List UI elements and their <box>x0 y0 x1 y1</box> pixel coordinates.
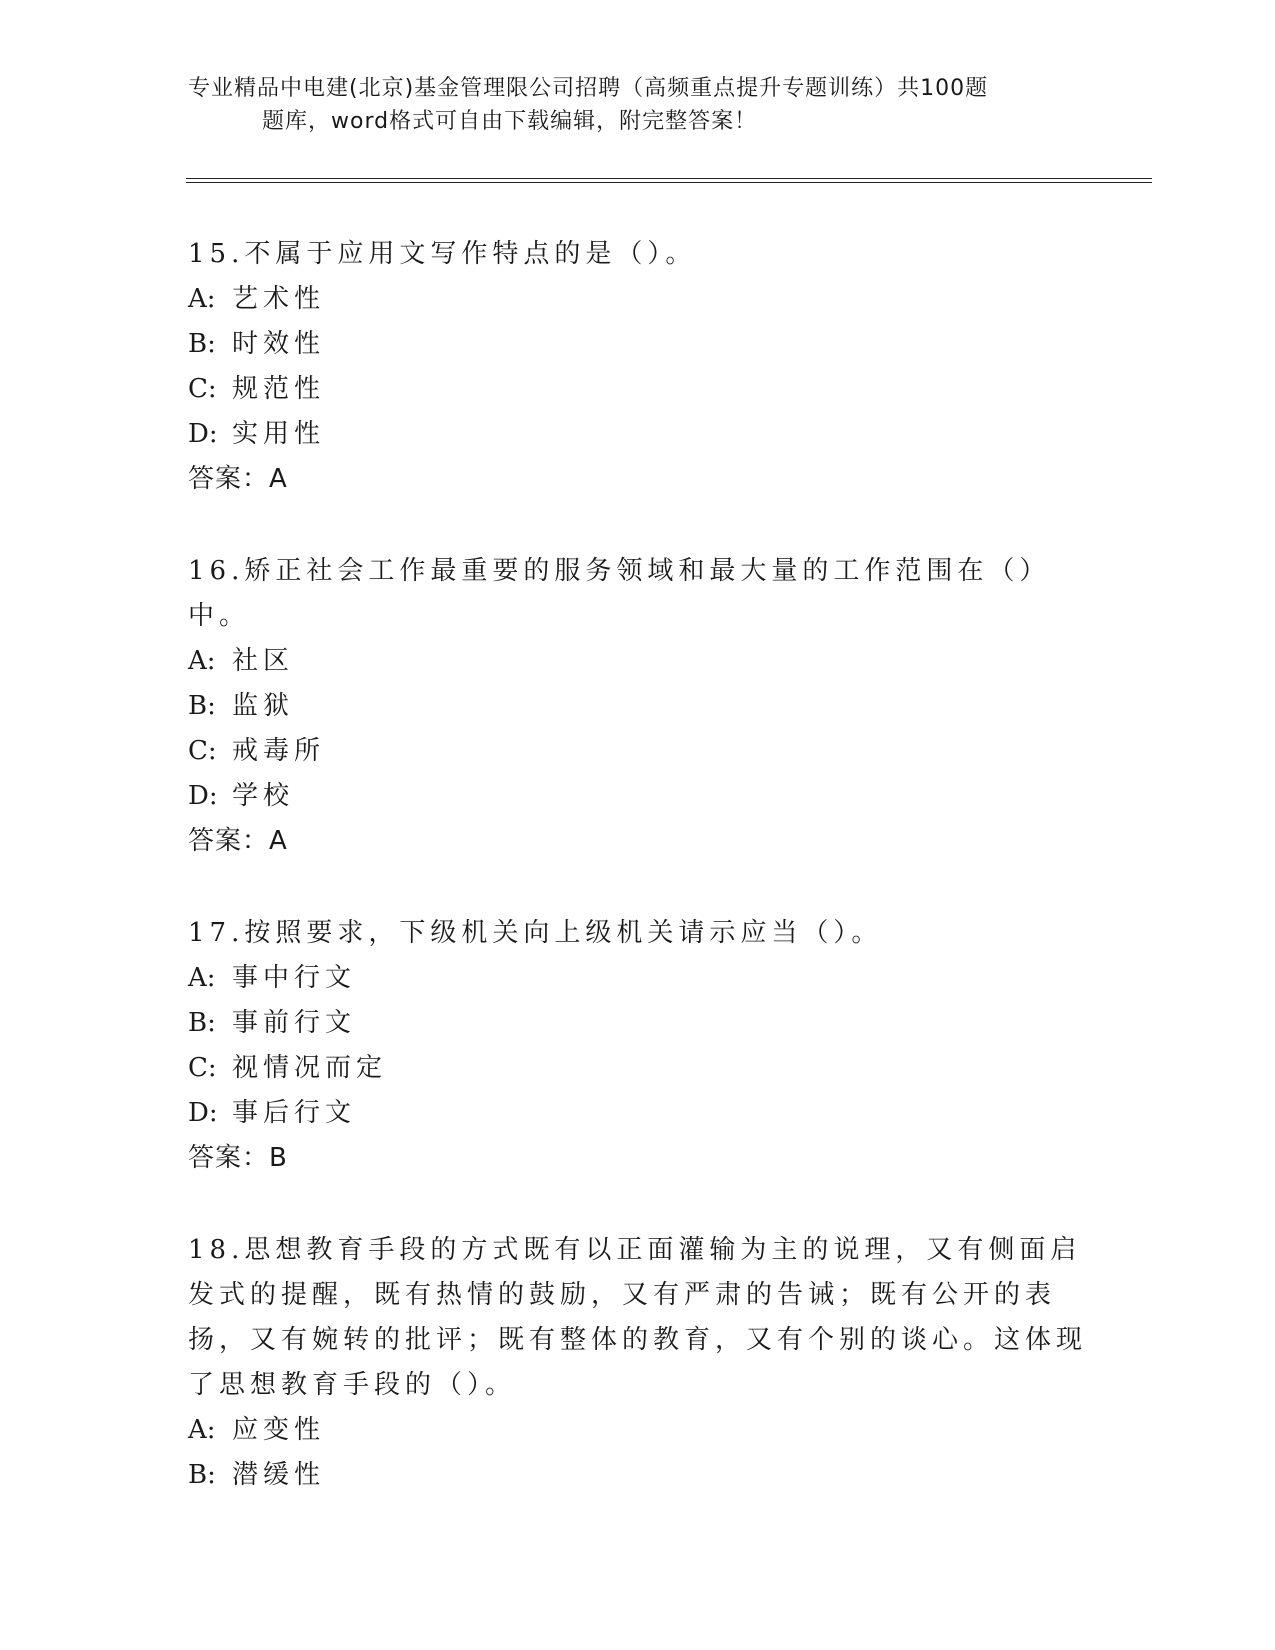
header-title-line1: 专业精品中电建(北京)基金管理限公司招聘（高频重点提升专题训练）共100题 <box>188 76 989 101</box>
header-title-line2: 题库，word格式可自由下载编辑，附完整答案！ <box>262 109 758 134</box>
option-key: B: <box>188 1460 216 1490</box>
question-15 <box>188 232 1088 502</box>
option-text: 监狱 <box>232 691 295 721</box>
option-d <box>188 412 1088 457</box>
question-18 <box>188 1228 1088 1498</box>
option-key: A: <box>188 1415 216 1445</box>
option-key: D: <box>188 781 218 811</box>
option-key: D: <box>188 419 218 449</box>
option-text: 事前行文 <box>232 1008 357 1038</box>
answer-line: 答案：A <box>188 464 288 494</box>
option-c <box>188 1046 1088 1091</box>
option-text: 时效性 <box>232 329 326 359</box>
option-text: 视情况而定 <box>232 1053 388 1083</box>
option-a <box>188 956 1088 1001</box>
option-a <box>188 277 1088 322</box>
option-text: 学校 <box>232 781 295 811</box>
option-text: 事中行文 <box>232 963 357 993</box>
option-text: 社区 <box>232 646 295 676</box>
option-d <box>188 1091 1088 1136</box>
option-text: 应变性 <box>232 1415 326 1445</box>
option-a <box>188 639 1088 684</box>
document-header <box>188 72 1068 138</box>
option-key: C: <box>188 736 217 766</box>
option-key: C: <box>188 1053 217 1083</box>
option-key: D: <box>188 1098 218 1128</box>
option-b <box>188 684 1088 729</box>
option-key: B: <box>188 1008 216 1038</box>
question-list <box>188 232 1088 1545</box>
option-a <box>188 1408 1088 1453</box>
question-stem: 17.按照要求，下级机关向上级机关请示应当（）。 <box>188 918 883 948</box>
option-c <box>188 367 1088 412</box>
option-key: A: <box>188 963 216 993</box>
header-rule-bottom <box>186 182 1152 183</box>
option-c <box>188 729 1088 774</box>
option-d <box>188 774 1088 819</box>
header-rule-top <box>186 178 1152 179</box>
option-b <box>188 1001 1088 1046</box>
option-key: A: <box>188 646 216 676</box>
question-17 <box>188 911 1088 1181</box>
answer-line: 答案：A <box>188 826 288 856</box>
option-text: 戒毒所 <box>232 736 326 766</box>
option-text: 规范性 <box>232 374 326 404</box>
option-key: B: <box>188 691 216 721</box>
option-key: C: <box>188 374 217 404</box>
option-key: A: <box>188 284 216 314</box>
option-text: 艺术性 <box>232 284 326 314</box>
question-stem: 16.矫正社会工作最重要的服务领域和最大量的工作范围在（）中。 <box>188 556 1051 631</box>
question-stem: 15.不属于应用文写作特点的是（）。 <box>188 239 697 269</box>
option-text: 实用性 <box>232 419 326 449</box>
option-key: B: <box>188 329 216 359</box>
option-text: 潜缓性 <box>232 1460 326 1490</box>
question-stem: 18.思想教育手段的方式既有以正面灌输为主的说理，又有侧面启发式的提醒，既有热情的鼓励，又有严肃的告诫；既有公开的表扬，又有婉转的批评；既有整体的教育，又有个别的谈心。这体现了思想教育手段的（）。 <box>188 1235 1088 1400</box>
option-b <box>188 1453 1088 1498</box>
option-b <box>188 322 1088 367</box>
question-16 <box>188 549 1088 864</box>
option-text: 事后行文 <box>232 1098 357 1128</box>
answer-line: 答案：B <box>188 1143 288 1173</box>
